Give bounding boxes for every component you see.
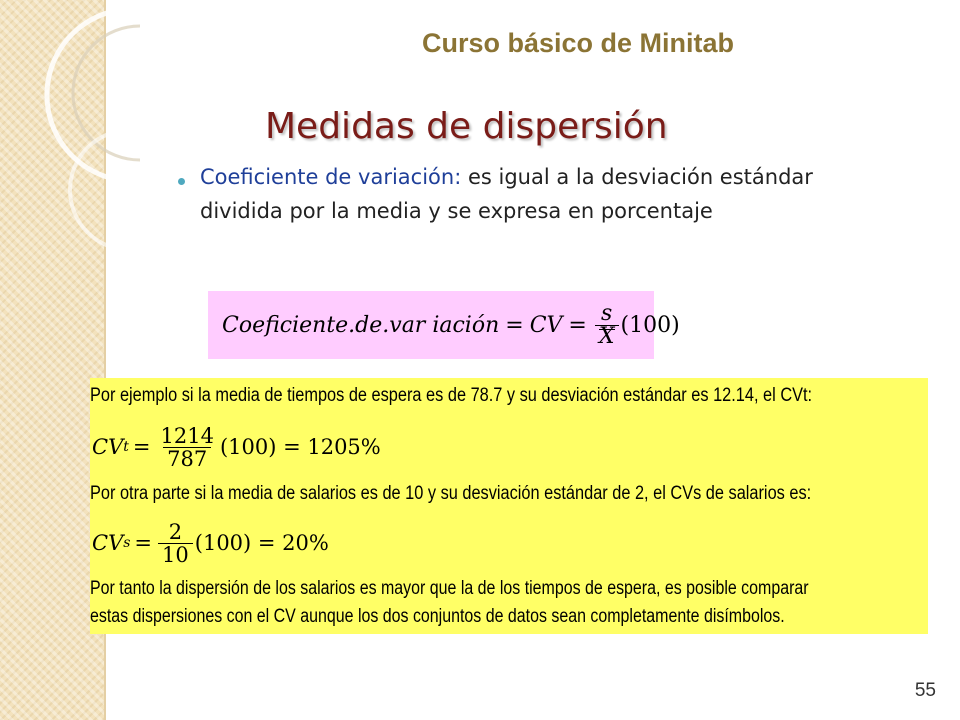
formula-denominator: X bbox=[595, 325, 619, 348]
formula-factor: (100) bbox=[620, 312, 680, 338]
example-line-4: estas dispersiones con el CV aunque los dos conjuntos de datos sean completamente disímbolos. bbox=[90, 606, 785, 627]
example-equation-1: CV t = $\frac{1214}{787}$ (100) = 1205% bbox=[92, 423, 381, 471]
bullet-definition: es igual a la desviación estándar dividida por la media y se expresa en porcentaje bbox=[200, 165, 813, 223]
formula-lhs: Coeficiente.de.var iación bbox=[222, 312, 500, 338]
example-line-1: Por ejemplo si la media de tiempos de espera es de 78.7 y su desviación estándar es 12.14, el CVt: bbox=[90, 385, 813, 406]
example-line-2: Por otra parte si la media de salarios es de 10 y su desviación estándar de 2, el CVs de salarios es: bbox=[90, 483, 812, 504]
formula-numerator: s bbox=[601, 300, 613, 326]
example-fraction-1: $\frac{1214}{787}$ bbox=[160, 423, 214, 471]
course-title: Curso básico de Minitab bbox=[421, 28, 734, 58]
cv-formula-box bbox=[208, 291, 680, 359]
example-box bbox=[90, 378, 928, 634]
bullet-term: Coeficiente de variación: bbox=[200, 165, 462, 189]
formula-fraction bbox=[595, 300, 619, 349]
example-fraction-2: $\frac{2}{10}$ bbox=[158, 521, 193, 566]
bullet-marker bbox=[178, 178, 185, 185]
slide-title: Medidas de dispersión bbox=[265, 106, 668, 147]
example-line-3: Por tanto la dispersión de los salarios es mayor que la de los tiempos de espera, es posible comparar bbox=[90, 578, 809, 599]
slide-number: 55 bbox=[914, 680, 936, 701]
example-equation-2: CV s = $\frac{2}{10}$ (100) = 20% bbox=[92, 519, 329, 567]
formula-cv: CV bbox=[529, 312, 563, 338]
cv-formula bbox=[222, 291, 680, 359]
formula-equals-2: = bbox=[568, 312, 587, 338]
bullet-text bbox=[200, 160, 840, 228]
formula-equals: = bbox=[505, 312, 524, 338]
